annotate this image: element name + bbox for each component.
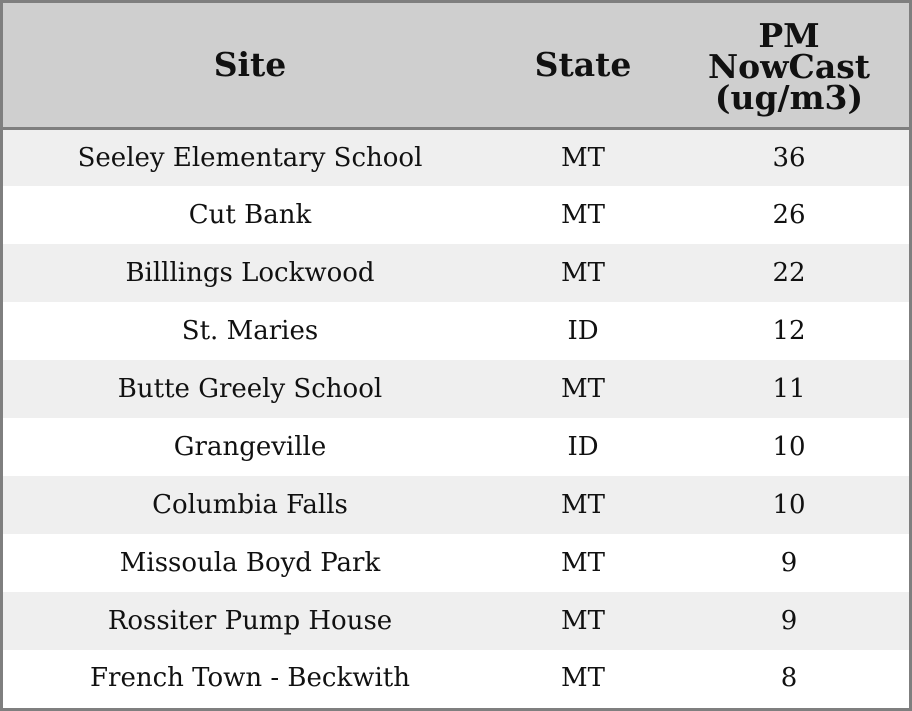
table-row	[3, 302, 909, 360]
cell-site: Rossiter Pump House	[107, 606, 393, 636]
cell-pm-nowcast: 10	[772, 432, 806, 462]
cell-site: Grangeville	[173, 432, 327, 462]
table-row	[3, 650, 909, 706]
header-pm-line-1: PM	[758, 15, 820, 55]
cell-state: MT	[561, 258, 605, 288]
table-header	[3, 3, 909, 128]
pm-nowcast-table	[3, 3, 909, 706]
cell-state: MT	[561, 490, 605, 520]
cell-pm-nowcast: 22	[772, 258, 806, 288]
header-pm-line-3: (ug/m3)	[714, 77, 864, 117]
cell-pm-nowcast: 8	[780, 663, 798, 693]
cell-site: St. Maries	[181, 316, 319, 346]
cell-pm-nowcast: 10	[772, 490, 806, 520]
table-row	[3, 244, 909, 302]
table-row	[3, 592, 909, 650]
header-site: Site	[3, 3, 497, 128]
header-pm-line-2: NowCast	[707, 46, 871, 86]
cell-site: Missoula Boyd Park	[119, 548, 381, 578]
header-pm-nowcast	[669, 3, 909, 128]
cell-state: MT	[561, 142, 605, 173]
cell-state: MT	[561, 548, 605, 578]
table-row	[3, 360, 909, 418]
cell-state: MT	[561, 200, 605, 230]
cell-state: MT	[561, 606, 605, 636]
cell-state: MT	[561, 374, 605, 404]
cell-state: ID	[567, 432, 599, 462]
cell-site: Cut Bank	[188, 200, 312, 230]
cell-pm-nowcast: 9	[780, 548, 798, 578]
cell-site: Seeley Elementary School	[77, 142, 423, 173]
cell-pm-nowcast: 12	[772, 316, 806, 346]
cell-site: Billlings Lockwood	[125, 258, 375, 288]
table-row	[3, 534, 909, 592]
cell-site: Columbia Falls	[152, 490, 348, 520]
table-row	[3, 476, 909, 534]
cell-pm-nowcast: 9	[780, 606, 798, 636]
header-state: State	[497, 3, 669, 128]
table-row	[3, 186, 909, 244]
table-row	[3, 128, 909, 186]
cell-state: ID	[567, 316, 599, 346]
cell-site: French Town - Beckwith	[89, 663, 411, 693]
cell-pm-nowcast: 11	[772, 374, 806, 404]
cell-pm-nowcast: 36	[772, 142, 806, 173]
cell-pm-nowcast: 26	[772, 200, 806, 230]
cell-state: MT	[561, 663, 605, 693]
header-row	[3, 3, 909, 128]
table-row	[3, 418, 909, 476]
table-body	[3, 128, 909, 706]
cell-site: Butte Greely School	[117, 374, 383, 404]
